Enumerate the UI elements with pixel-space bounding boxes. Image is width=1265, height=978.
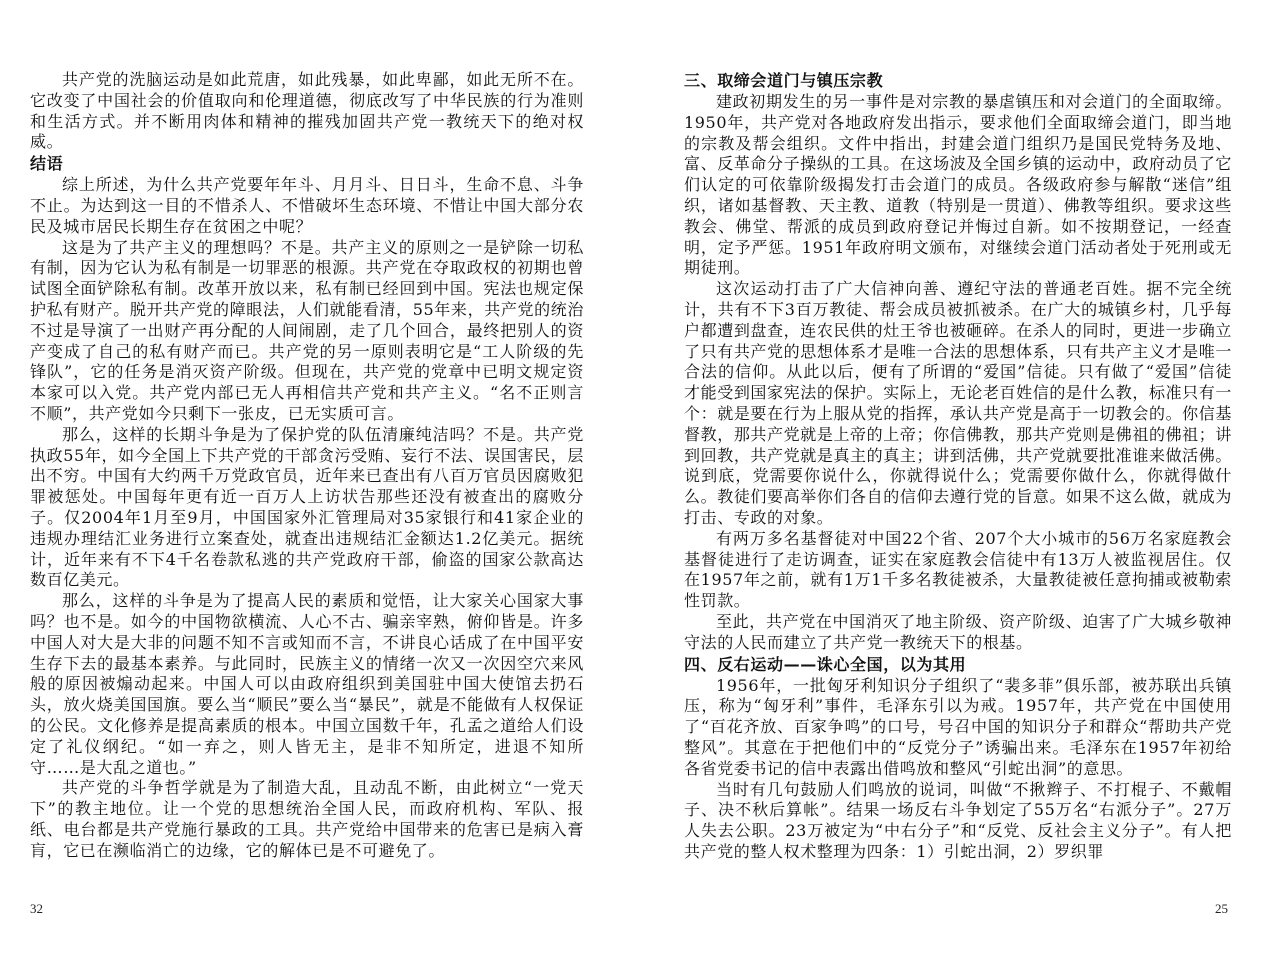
paragraph: 有两万多名基督徒对中国22个省、207个大小城市的56万名家庭教会基督徒进行了走访调查，证实在家庭教会信徒中有13万人被监视居住。仅在1957年之前，就有1万1千多名教徒被杀，大量教徒被任意拘捕或被勒索性罚款。 (684, 528, 1232, 611)
section-heading-conclusion: 结语 (30, 154, 64, 174)
paragraph: 建政初期发生的另一事件是对宗教的暴虐镇压和对会道门的全面取缔。1950年，共产党对各地政府发出指示，要求他们全面取缔会道门，即当地的宗教及帮会组织。文件中指出，封建会道门组织乃是国民党特务及地、富、反革命分子操纵的工具。在这场波及全国乡镇的运动中，政府动员了它们认定的可依靠阶级揭发打击会道门的成员。各级政府参与解散“迷信”组织，诸如基督教、天主教、道教（特别是一贯道）、佛教等组织。要求这些教会、佛堂、帮派的成员到政府登记并悔过自新。如不按期登记，一经查明，定予严惩。1951年政府明文颁布，对继续会道门活动者处于死刑或无期徒刑。 (684, 92, 1232, 278)
paragraph: 至此，共产党在中国消灭了地主阶级、资产阶级、迫害了广大城乡敬神守法的人民而建立了共产党一教统天下的根基。 (684, 611, 1232, 652)
left-page (30, 70, 584, 938)
paragraph: 1956年，一批匈牙利知识分子组织了“裴多菲”俱乐部，被苏联出兵镇压，称为“匈牙利”事件，毛泽东引以为戒。1957年，共产党在中国使用了“百花齐放、百家争鸣”的口号，号召中国的知识分子和群众“帮助共产党整风”。其意在于把他们中的“反党分子”诱骗出来。毛泽东在1957年初给各省党委书记的信中表露出借鸣放和整风“引蛇出洞”的意思。 (684, 675, 1232, 778)
paragraph: 那么，这样的长期斗争是为了保护党的队伍清廉纯洁吗？不是。共产党执政55年，如今全国上下共产党的干部贪污受贿、妄行不法、误国害民，层出不穷。中国有大约两千万党政官员，近年来已查出有八百万官员因腐败犯罪被惩处。中国每年更有近一百万人上访状告那些还没有被查出的腐败分子。仅2004年1月至9月，中国国家外汇管理局对35家银行和41家企业的违规办理结汇业务进行立案查处，就查出违规结汇金额达1.2亿美元。据统计，近年来有不下4千名卷款私逃的共产党政府干部，偷盗的国家公款高达数百亿美元。 (30, 424, 584, 590)
right-page (684, 70, 1232, 938)
paragraph: 共产党的洗脑运动是如此荒唐，如此残暴，如此卑鄙，如此无所不在。它改变了中国社会的价值取向和伦理道德，彻底改写了中华民族的行为准则和生活方式。并不断用肉体和精神的摧残加固共产党一教统天下的绝对权威。 (30, 70, 584, 152)
page-number-left: 32 (30, 901, 43, 916)
page-number-right: 25 (1215, 901, 1228, 916)
paragraph: 当时有几句鼓励人们鸣放的说词，叫做“不揪辫子、不打棍子、不戴帽子、决不秋后算帐”。结果一场反右斗争划定了55万名“右派分子”。27万人失去公职。23万被定为“中右分子”和“反党、反社会主义分子”。有人把共产党的整人权术整理为四条：1）引蛇出洞，2）罗织罪 (684, 779, 1232, 861)
section-heading-anti-rightist: 四、反右运动——诛心全国，以为其用 (684, 654, 967, 674)
paragraph: 这次运动打击了广大信神向善、遵纪守法的普通老百姓。据不完全统计，共有不下3百万教徒、帮会成员被抓被杀。在广大的城镇乡村，几乎每户都遭到盘查，连农民供的灶王爷也被砸碎。在杀人的同时，更进一步确立了只有共产党的思想体系才是唯一合法的思想体系，只有共产主义才是唯一合法的信仰。从此以后，便有了所谓的“爱国”信徒。只有做了“爱国”信徒才能受到国家宪法的保护。实际上，无论老百姓信的是什么教，标准只有一个：就是要在行为上服从党的指挥，承认共产党是高于一切教会的。你信基督教，那共产党就是上帝的上帝；你信佛教，那共产党则是佛祖的佛祖；讲到回教，共产党就是真主的真主；讲到活佛，共产党就要批准谁来做活佛。说到底，党需要你说什么，你就得说什么；党需要你做什么，你就得做什么。教徒们要高举你们各自的信仰去遵行党的旨意。如果不这么做，就成为打击、专政的对象。 (684, 279, 1232, 527)
paragraph: 这是为了共产主义的理想吗？不是。共产主义的原则之一是铲除一切私有制，因为它认为私有制是一切罪恶的根源。共产党在夺取政权的初期也曾试图全面铲除私有制。改革开放以来，私有制已经回到中国。宪法也规定保护私有财产。脱开共产党的障眼法，人们就能看清，55年来，共产党的统治不过是导演了一出财产再分配的人间闹剧，走了几个回合，最终把别人的资产变成了自己的私有财产而已。共产党的另一原则表明它是“工人阶级的先锋队”，它的任务是消灭资产阶级。但现在，共产党的党章中已明文规定资本家可以入党。共产党内部已无人再相信共产党和共产主义。“名不正则言不顺”，共产党如今只剩下一张皮，已无实质可言。 (30, 237, 584, 423)
left-page-text (30, 70, 584, 861)
paragraph: 共产党的斗争哲学就是为了制造大乱，且动乱不断，由此树立“一党天下”的教主地位。让一个党的思想统治全国人民，而政府机构、军队、报纸、电台都是共产党施行暴政的工具。共产党给中国带来的危害已是病入膏肓，它已在濒临消亡的边缘，它的解体已是不可避免了。 (30, 778, 584, 860)
section-heading-religion: 三、取缔会道门与镇压宗教 (684, 71, 884, 90)
right-page-text (684, 70, 1232, 863)
paragraph: 综上所述，为什么共产党要年年斗、月月斗、日日斗，生命不息、斗争不止。为达到这一目的不惜杀人、不惜破坏生态环境、不惜让中国大部分农民及城市居民长期生存在贫困之中呢？ (30, 175, 584, 236)
paragraph: 那么，这样的斗争是为了提高人民的素质和觉悟，让大家关心国家大事吗？也不是。如今的中国物欲横流、人心不古、骗亲宰熟，俯仰皆是。许多中国人对大是大非的问题不知不言或知而不言，不讲良心话成了在中国平安生存下去的最基本素养。与此同时，民族主义的情绪一次又一次因空穴来风般的原因被煽动起来。中国人可以由政府组织到美国驻中国大使馆去扔石头，放火烧美国国旗。要么当“顺民”要么当“暴民”，就是不能做有人权保证的公民。文化修养是提高素质的根本。中国立国数千年，孔孟之道给人们设定了礼仪纲纪。“如一弃之，则人皆无主，是非不知所定，进退不知所守……是大乱之道也。” (30, 591, 584, 777)
